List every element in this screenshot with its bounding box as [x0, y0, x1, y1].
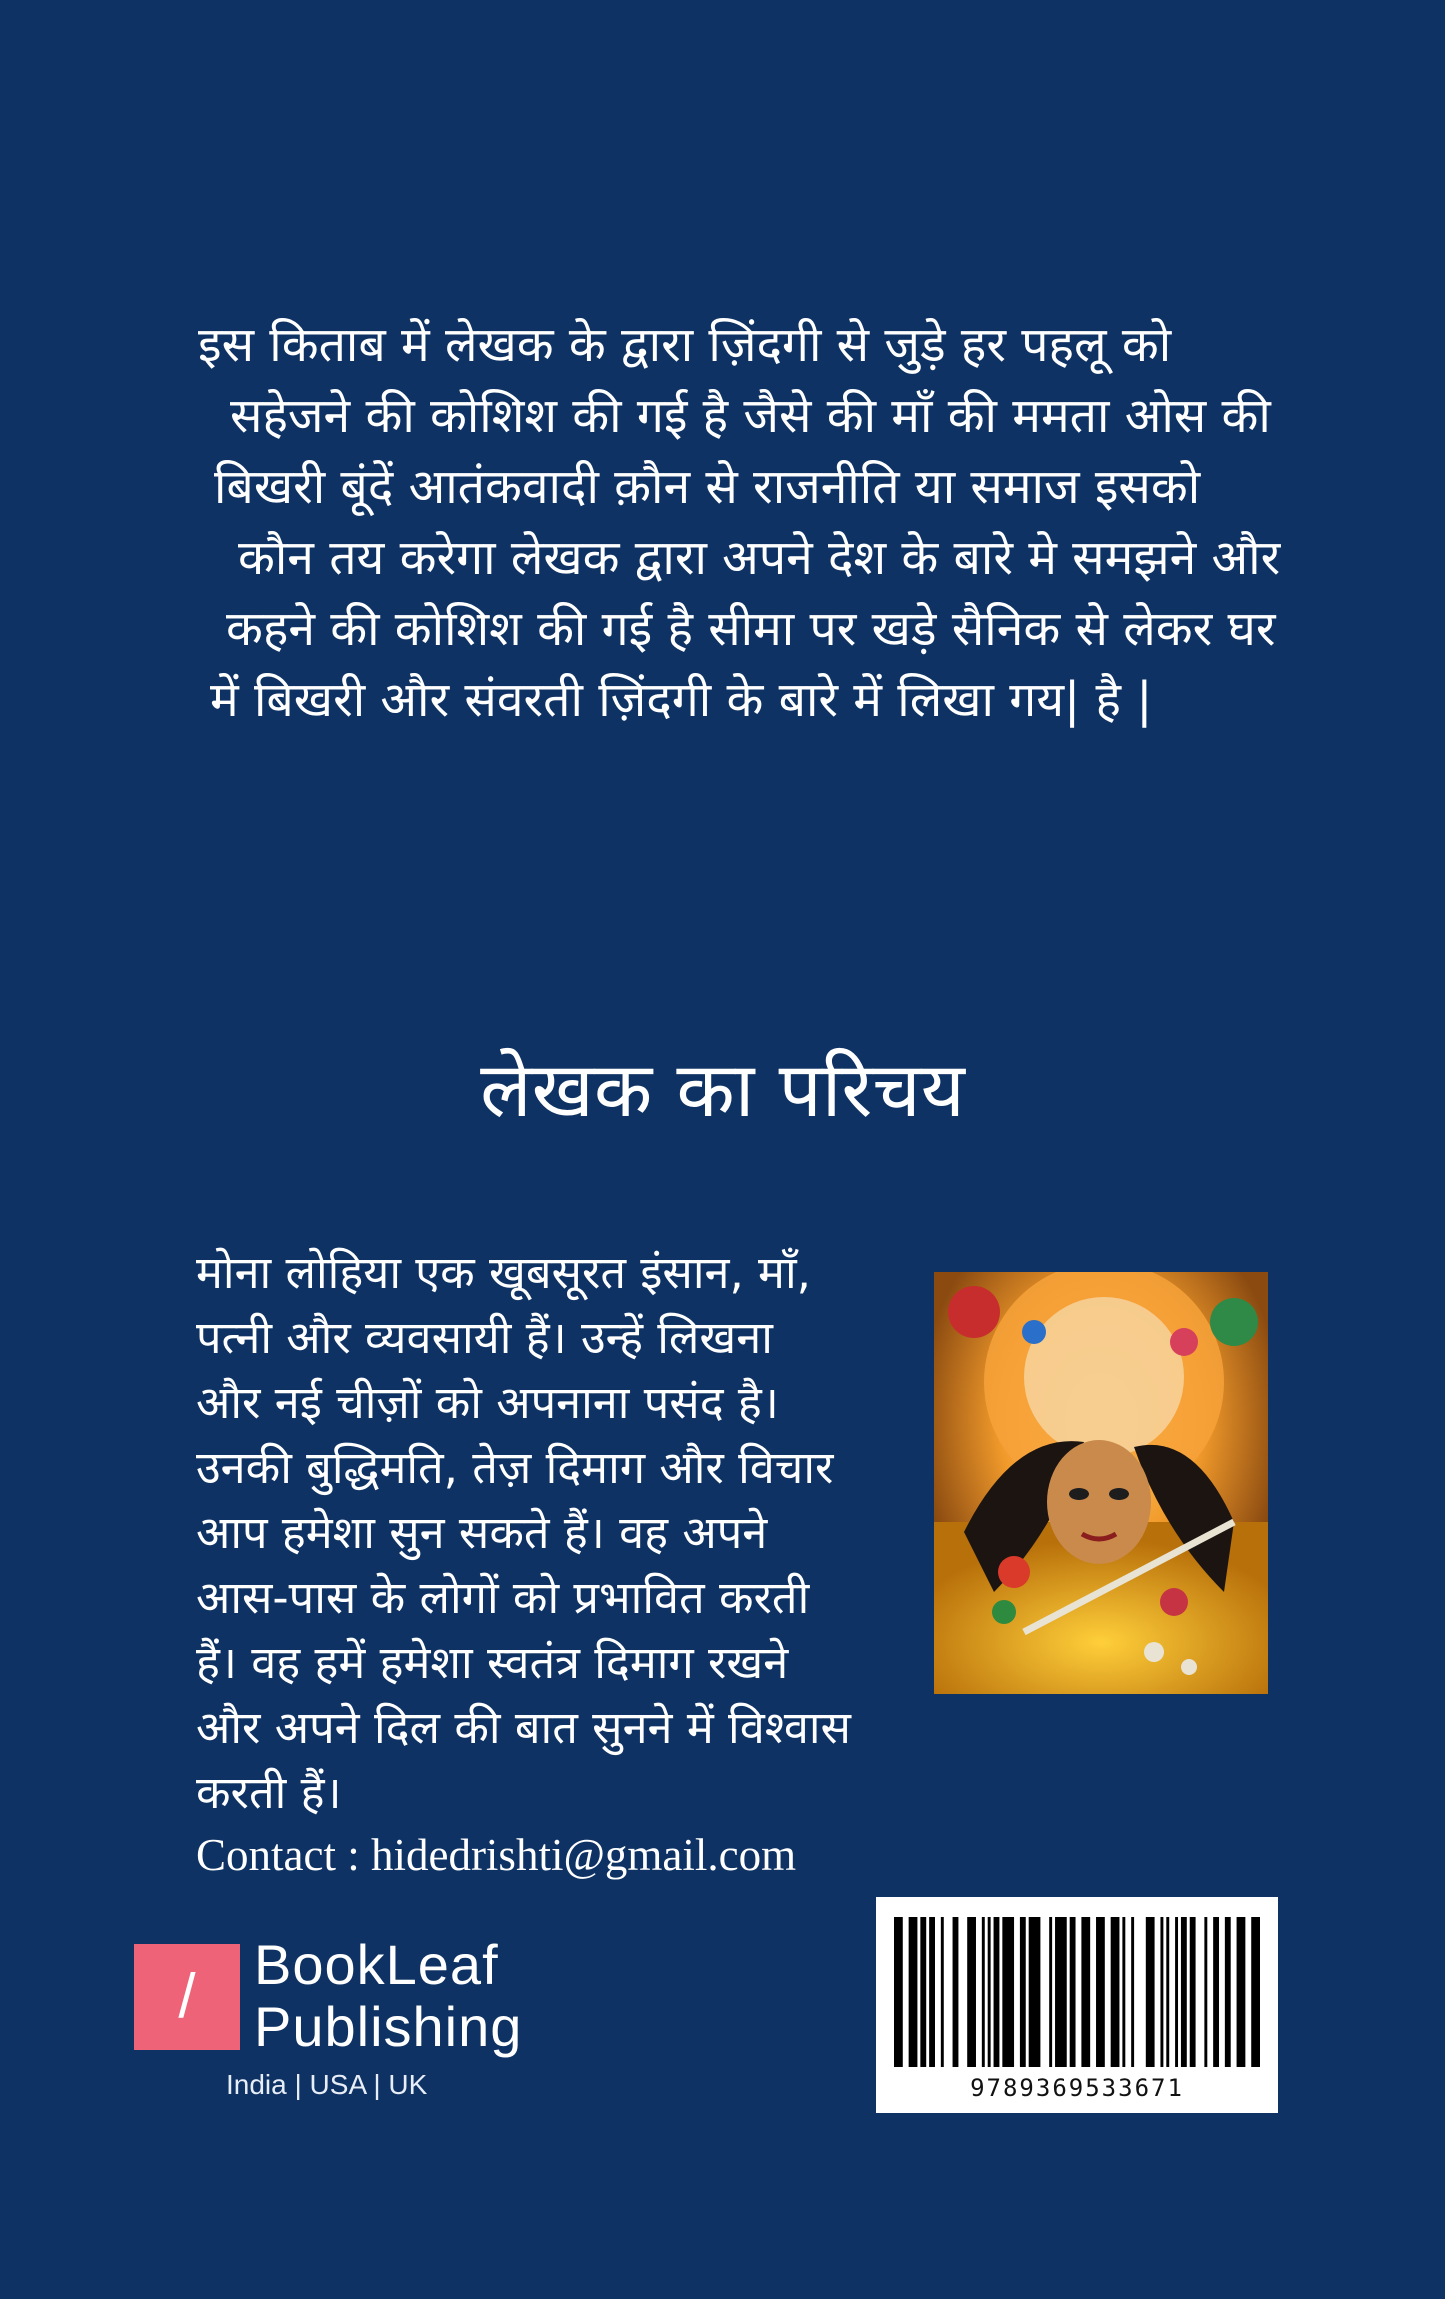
barcode-bar — [1122, 1917, 1125, 2067]
bio-line: हैं। वह हमें हमेशा स्वतंत्र दिमाग रखने — [196, 1636, 789, 1689]
barcode-bar — [1146, 1917, 1155, 2067]
barcode-bar — [1181, 1917, 1187, 2067]
isbn-number: 9789369533671 — [970, 2074, 1184, 2102]
barcode-bar — [1131, 1917, 1134, 2067]
blurb-line: सहेजने की कोशिश की गई है जैसे की माँ की ममता ओस की — [230, 388, 1271, 444]
barcode-bar — [1251, 1917, 1260, 2067]
publisher-logo — [134, 1933, 554, 2110]
barcode-bar — [1213, 1917, 1219, 2067]
barcode-bar — [1175, 1917, 1178, 2067]
barcode-bar — [967, 1917, 976, 2067]
barcode-bar — [1111, 1917, 1120, 2067]
publisher-name — [254, 1934, 522, 2058]
barcode-bars — [876, 1897, 1278, 2073]
barcode-bar — [941, 1917, 944, 2067]
barcode-bar — [1029, 1917, 1041, 2067]
barcode-bar — [1002, 1917, 1014, 2067]
barcode-bar — [988, 1917, 991, 2067]
barcode-bar — [894, 1917, 903, 2067]
barcode-bar — [929, 1917, 935, 2067]
barcode-bar — [1166, 1917, 1169, 2067]
barcode-bar — [994, 1917, 1000, 2067]
bio-line: आप हमेशा सुन सकते हैं। वह अपने — [196, 1506, 768, 1559]
barcode-bar — [1096, 1917, 1105, 2067]
blurb-line: बिखरी बूंदें आतंकवादी क़ौन से राजनीति या समाज इसको — [214, 459, 1201, 515]
isbn-barcode — [876, 1897, 1278, 2113]
book-blurb — [198, 310, 1328, 736]
bio-line: करती हैं। — [196, 1766, 342, 1819]
bio-line: उनकी बुद्धिमति, तेज़ दिमाग और विचार — [196, 1441, 834, 1494]
author-bio — [196, 1240, 916, 1825]
publisher-name-line1: BookLeaf — [254, 1933, 499, 1996]
barcode-bar — [953, 1917, 959, 2067]
barcode-bar — [1070, 1917, 1076, 2067]
publisher-name-line2: Publishing — [254, 1995, 523, 2058]
barcode-bar — [1225, 1917, 1231, 2067]
barcode-bar — [920, 1917, 926, 2067]
bio-line: मोना लोहिया एक खूबसूरत इंसान, माँ, — [196, 1246, 811, 1299]
publisher-regions: India | USA | UK — [226, 2069, 428, 2100]
deity-photo — [934, 1272, 1268, 1694]
author-contact: Contact : hidedrishti@gmail.com — [196, 1830, 797, 1880]
deity-photo-illustration — [934, 1272, 1268, 1694]
blurb-line: में बिखरी और संवरती ज़िंदगी के बारे में लिखा गय| है | — [210, 672, 1153, 728]
barcode-bar — [982, 1917, 985, 2067]
bio-line: और नई चीज़ों को अपनाना पसंद है। — [196, 1376, 779, 1429]
bio-line: पत्नी और व्यवसायी हैं। उन्हें लिखना — [196, 1311, 773, 1364]
blurb-line: इस किताब में लेखक के द्वारा ज़िंदगी से जुड़े हर पहलू को — [198, 317, 1172, 373]
barcode-bar — [1190, 1917, 1196, 2067]
author-section-title: लेखक का परिचय — [480, 1045, 965, 1134]
blurb-line: कहने की कोशिश की गई है सीमा पर खड़े सैनिक से लेकर घर — [226, 601, 1276, 657]
barcode-bar — [1081, 1917, 1090, 2067]
barcode-bar — [1055, 1917, 1067, 2067]
barcode-bar — [1204, 1917, 1207, 2067]
barcode-bar — [1160, 1917, 1163, 2067]
blurb-line: कौन तय करेगा लेखक द्वारा अपने देश के बारे मे समझने और — [238, 530, 1281, 586]
barcode-bar — [1020, 1917, 1026, 2067]
barcode-bar — [1237, 1917, 1246, 2067]
bio-line: और अपने दिल की बात सुनने में विश्वास — [196, 1701, 851, 1754]
barcode-bar — [1049, 1917, 1052, 2067]
bio-line: आस-पास के लोगों को प्रभावित करती — [196, 1571, 810, 1624]
barcode-bar — [909, 1917, 918, 2067]
publisher-mark-slash: / — [178, 1962, 196, 2031]
